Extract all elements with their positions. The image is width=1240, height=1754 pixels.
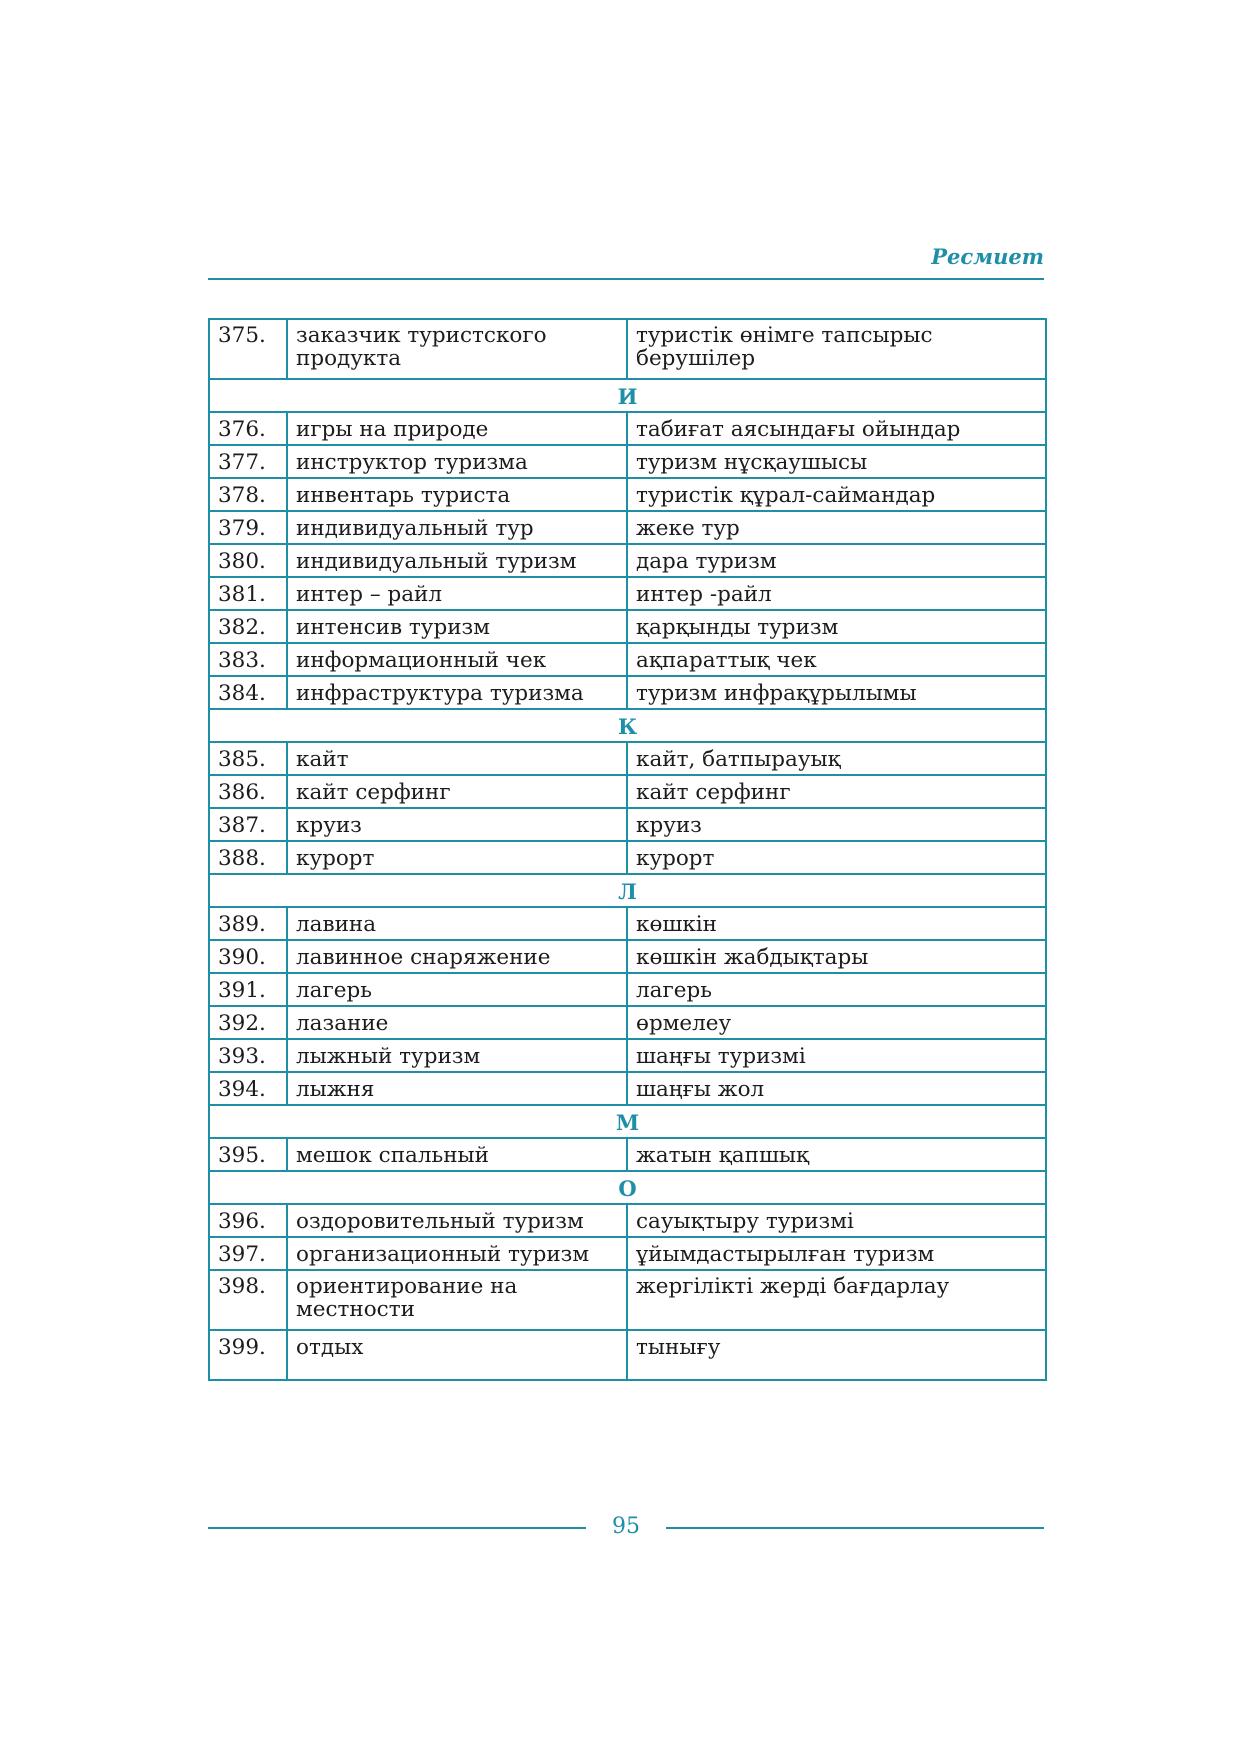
table-row [209,1006,1046,1039]
term-russian: лыжня [287,1072,627,1105]
term-number: 387. [209,808,287,841]
term-russian: оздоровительный туризм [287,1204,627,1237]
term-kazakh: туристік өнімге тапсырыс берушілер [627,319,1046,379]
letter-heading: М [209,1105,1046,1138]
term-number: 389. [209,907,287,940]
term-number: 380. [209,544,287,577]
term-russian: курорт [287,841,627,874]
table-row [209,445,1046,478]
term-number: 382. [209,610,287,643]
term-number: 394. [209,1072,287,1105]
term-number: 376. [209,412,287,445]
term-russian: лавинное снаряжение [287,940,627,973]
term-russian: лагерь [287,973,627,1006]
term-kazakh: көшкін [627,907,1046,940]
term-number: 383. [209,643,287,676]
table-row [209,1039,1046,1072]
term-russian: инвентарь туриста [287,478,627,511]
term-kazakh: жеке тур [627,511,1046,544]
term-russian: интер – райл [287,577,627,610]
letter-heading: К [209,709,1046,742]
table-row [209,319,1046,379]
table-row [209,1072,1046,1105]
letter-heading: Л [209,874,1046,907]
term-number: 396. [209,1204,287,1237]
term-kazakh: жатын қапшық [627,1138,1046,1171]
term-russian: инфраструктура туризма [287,676,627,709]
table-row [209,610,1046,643]
term-russian: индивидуальный туризм [287,544,627,577]
term-number: 388. [209,841,287,874]
term-number: 397. [209,1237,287,1270]
term-russian: мешок спальный [287,1138,627,1171]
term-kazakh: кайт серфинг [627,775,1046,808]
term-number: 375. [209,319,287,379]
term-number: 384. [209,676,287,709]
term-kazakh: интер -райл [627,577,1046,610]
term-russian: интенсив туризм [287,610,627,643]
term-kazakh: ақпараттық чек [627,643,1046,676]
term-kazakh: жергілікті жерді бағдарлау [627,1270,1046,1330]
term-russian: инструктор туризма [287,445,627,478]
table-row [209,1237,1046,1270]
term-number: 385. [209,742,287,775]
term-russian: лыжный туризм [287,1039,627,1072]
page-number: 95 [612,1514,640,1539]
table-row [209,511,1046,544]
table-row [209,412,1046,445]
table-row [209,643,1046,676]
term-russian: информационный чек [287,643,627,676]
term-russian: кайт [287,742,627,775]
letter-heading: И [209,379,1046,412]
term-number: 379. [209,511,287,544]
term-kazakh: шаңғы туризмі [627,1039,1046,1072]
term-kazakh: круиз [627,808,1046,841]
table-row [209,940,1046,973]
term-kazakh: туризм инфрақұрылымы [627,676,1046,709]
running-header [208,240,1044,280]
term-kazakh: өрмелеу [627,1006,1046,1039]
page-footer [208,1508,1044,1548]
term-kazakh: шаңғы жол [627,1072,1046,1105]
table-row [209,775,1046,808]
term-number: 393. [209,1039,287,1072]
term-number: 395. [209,1138,287,1171]
term-russian: круиз [287,808,627,841]
table-row [209,1270,1046,1330]
letter-heading-row [209,1171,1046,1204]
term-russian: индивидуальный тур [287,511,627,544]
letter-heading-row [209,379,1046,412]
term-russian: заказчик туристского продукта [287,319,627,379]
letter-heading: О [209,1171,1046,1204]
term-kazakh: табиғат аясындағы ойындар [627,412,1046,445]
term-kazakh: қарқынды туризм [627,610,1046,643]
term-kazakh: көшкін жабдықтары [627,940,1046,973]
table-row [209,841,1046,874]
term-kazakh: сауықтыру туризмі [627,1204,1046,1237]
term-kazakh: лагерь [627,973,1046,1006]
term-number: 390. [209,940,287,973]
term-kazakh: кайт, батпырауық [627,742,1046,775]
term-russian: организационный туризм [287,1237,627,1270]
term-russian: лазание [287,1006,627,1039]
term-kazakh: тынығу [627,1330,1046,1380]
table-row [209,478,1046,511]
term-kazakh: курорт [627,841,1046,874]
term-kazakh: туристік құрал-саймандар [627,478,1046,511]
term-number: 377. [209,445,287,478]
letter-heading-row [209,1105,1046,1138]
term-russian: отдых [287,1330,627,1380]
table-row [209,676,1046,709]
term-number: 399. [209,1330,287,1380]
term-kazakh: ұйымдастырылған туризм [627,1237,1046,1270]
table-row [209,1204,1046,1237]
footer-rule-right [666,1527,1044,1529]
term-number: 386. [209,775,287,808]
table-row [209,907,1046,940]
letter-heading-row [209,709,1046,742]
table-row [209,808,1046,841]
term-number: 378. [209,478,287,511]
table-row [209,1138,1046,1171]
term-kazakh: дара туризм [627,544,1046,577]
glossary-body [209,319,1046,1380]
table-row [209,973,1046,1006]
term-russian: игры на природе [287,412,627,445]
term-russian: кайт серфинг [287,775,627,808]
term-russian: лавина [287,907,627,940]
term-number: 398. [209,1270,287,1330]
term-number: 381. [209,577,287,610]
table-row [209,577,1046,610]
term-russian: ориентирование на местности [287,1270,627,1330]
section-title: Ресмиет [931,244,1044,269]
glossary-table [208,318,1047,1381]
term-number: 391. [209,973,287,1006]
table-row [209,1330,1046,1380]
term-number: 392. [209,1006,287,1039]
table-row [209,544,1046,577]
term-kazakh: туризм нұсқаушысы [627,445,1046,478]
letter-heading-row [209,874,1046,907]
table-row [209,742,1046,775]
